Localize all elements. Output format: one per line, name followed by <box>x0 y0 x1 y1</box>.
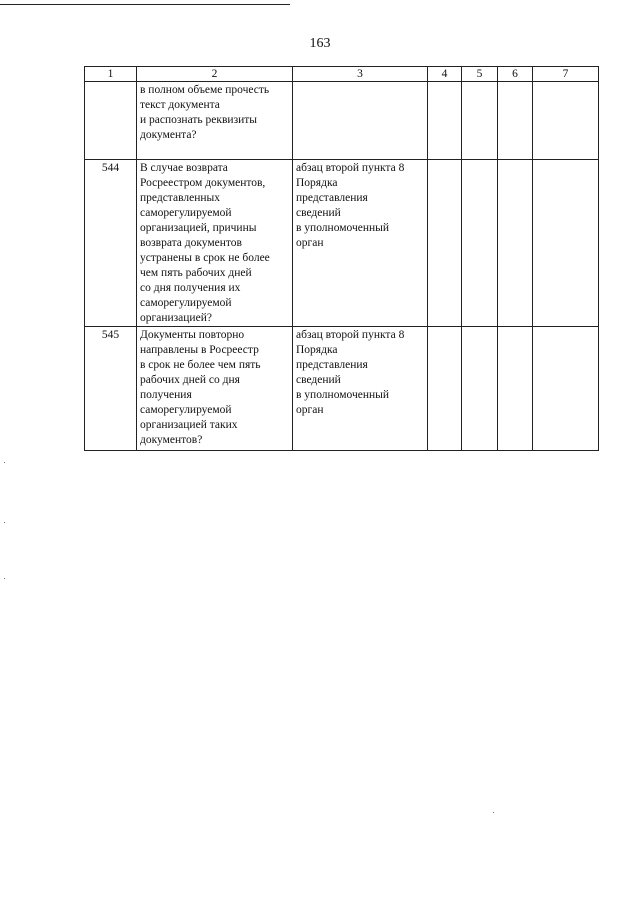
top-rule <box>0 4 290 5</box>
column-header: 2 <box>137 67 293 82</box>
empty-cell <box>498 160 533 327</box>
row-number: 545 <box>85 327 137 451</box>
text-line: организацией, причины <box>140 222 257 234</box>
text-line: орган <box>296 404 324 416</box>
text-line: абзац второй пункта 8 <box>296 162 405 174</box>
text-line: орган <box>296 237 324 249</box>
row-number <box>85 82 137 160</box>
table-row <box>85 82 599 160</box>
empty-cell <box>533 160 599 327</box>
text-line: сведений <box>296 207 341 219</box>
table-row <box>85 327 599 451</box>
question-cell <box>137 160 293 327</box>
text-line: документа? <box>140 129 197 141</box>
text-line: получения <box>140 389 192 401</box>
empty-cell <box>428 82 462 160</box>
row-number: 544 <box>85 160 137 327</box>
column-header: 7 <box>533 67 599 82</box>
text-line: организацией? <box>140 312 212 324</box>
text-line: Порядка <box>296 177 338 189</box>
text-line: текст документа <box>140 99 220 111</box>
text-line: в полном объеме прочесть <box>140 84 270 96</box>
text-line: Росреестром документов, <box>140 177 266 189</box>
reference-cell <box>293 82 428 160</box>
empty-cell <box>462 82 498 160</box>
text-line: и распознать реквизиты <box>140 114 258 126</box>
text-line: В случае возврата <box>140 162 228 174</box>
scan-speck <box>4 462 5 463</box>
table-row <box>85 160 599 327</box>
empty-cell <box>428 327 462 451</box>
text-line: устранены в срок не более <box>140 252 270 264</box>
text-line: саморегулируемой <box>140 297 232 309</box>
scan-speck <box>4 578 5 579</box>
scan-speck <box>493 812 494 813</box>
text-line: документов? <box>140 434 203 446</box>
question-cell <box>137 82 293 160</box>
text-line: абзац второй пункта 8 <box>296 329 405 341</box>
text-line: саморегулируемой <box>140 207 232 219</box>
page-number: 163 <box>309 36 331 51</box>
column-header: 3 <box>293 67 428 82</box>
text-line: саморегулируемой <box>140 404 232 416</box>
text-line: чем пять рабочих дней <box>140 267 252 279</box>
question-cell <box>137 327 293 451</box>
scan-speck <box>4 522 5 523</box>
reference-cell <box>293 327 428 451</box>
column-header: 5 <box>462 67 498 82</box>
empty-cell <box>462 160 498 327</box>
text-line: представления <box>296 192 368 204</box>
text-line: сведений <box>296 374 341 386</box>
text-line: Порядка <box>296 344 338 356</box>
text-line: представления <box>296 359 368 371</box>
empty-cell <box>428 160 462 327</box>
column-header: 4 <box>428 67 462 82</box>
empty-cell <box>462 327 498 451</box>
column-header: 6 <box>498 67 533 82</box>
text-line: в уполномоченный <box>296 222 390 234</box>
empty-cell <box>498 82 533 160</box>
table-header-row <box>85 67 599 82</box>
checklist-table <box>84 66 599 451</box>
text-line: рабочих дней со дня <box>140 374 240 386</box>
reference-cell <box>293 160 428 327</box>
text-line: в уполномоченный <box>296 389 390 401</box>
column-header: 1 <box>85 67 137 82</box>
text-line: представленных <box>140 192 220 204</box>
text-line: в срок не более чем пять <box>140 359 261 371</box>
empty-cell <box>533 82 599 160</box>
text-line: возврата документов <box>140 237 242 249</box>
text-line: направлены в Росреестр <box>140 344 259 356</box>
text-line: со дня получения их <box>140 282 241 294</box>
text-line: организацией таких <box>140 419 238 431</box>
empty-cell <box>533 327 599 451</box>
empty-cell <box>498 327 533 451</box>
text-line: Документы повторно <box>140 329 245 341</box>
